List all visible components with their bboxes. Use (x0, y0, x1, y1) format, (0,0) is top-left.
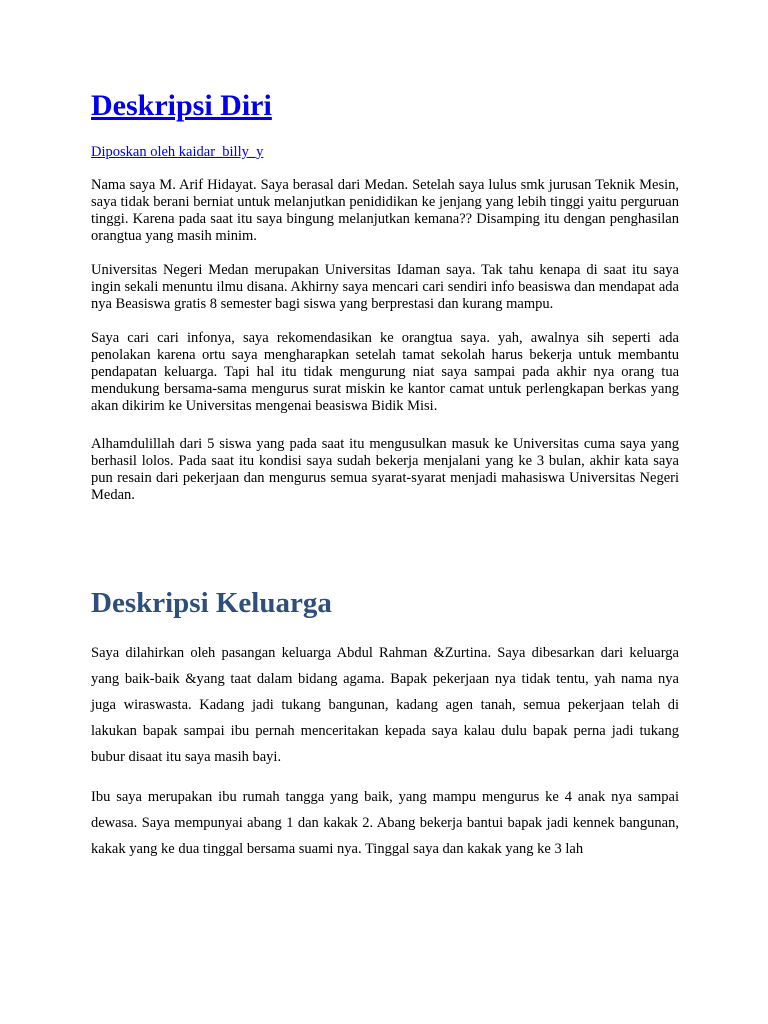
paragraph-5: Saya dilahirkan oleh pasangan keluarga Abdul Rahman &Zurtina. Saya dibesarkan dari keluarga yang baik-baik &yang taat dalam bidang agama. Bapak pekerjaan nya tidak tentu, yah nama nya juga wiraswasta. Kadang jadi tukang bangunan, kadang agen tanah, semua pekerjaan telah di lakukan bapak sampai ibu pernah menceritakan kepada saya kalau dulu bapak perna jadi tukang bubur disaat itu saya masih bayi. (91, 645, 679, 765)
paragraph-4: Alhamdulillah dari 5 siswa yang pada saat itu mengusulkan masuk ke Universitas cuma saya yang berhasil lolos. Pada saat itu kondisi saya sudah bekerja menjalani yang ke 3 bulan, akhir kata saya pun resain dari pekerjaan dan mengurus semua syarat-syarat menjadi mahasiswa Universitas Negeri Medan. (91, 436, 679, 503)
paragraph-1: Nama saya M. Arif Hidayat. Saya berasal dari Medan. Setelah saya lulus smk jurusan Teknik Mesin, saya tidak berani berniat untuk melanjutkan penididikan ke jenjang yang lebih tinggi yaitu perguruan tinggi. Karena pada saat itu saya bingung melanjutkan kemana?? Disamping itu dengan penghasilan orangtua yang masih minim. (91, 177, 679, 244)
paragraph-3: Saya cari cari infonya, saya rekomendasikan ke orangtua saya. yah, awalnya sih seperti ada penolakan karena ortu saya mengharapkan setelah tamat sekolah harus bekerja untuk membantu pendapatan keluarga. Tapi hal itu tidak mengurung niat saya sampai pada akhir nya orang tua mendukung bersama-sama mengurus surat miskin ke kantor camat untuk perlengkapan berkas yang akan dikirim ke Universitas mengenai beasiswa Bidik Misi. (91, 330, 679, 414)
author-byline-link[interactable]: Diposkan oleh kaidar_billy_y (91, 144, 264, 160)
paragraph-2: Universitas Negeri Medan merupakan Universitas Idaman saya. Tak tahu kenapa di saat itu saya ingin sekali menuntu ilmu disana. Akhirny saya mencari cari sendiri info beasiswa dan mendapat ada nya Beasiswa gratis 8 semester bagi siswa yang berprestasi dan kurang mampu. (91, 262, 679, 312)
post-title-link[interactable]: Deskripsi Diri (91, 89, 272, 122)
section-heading-keluarga: Deskripsi Keluarga (91, 587, 332, 619)
paragraph-6: Ibu saya merupakan ibu rumah tangga yang baik, yang mampu mengurus ke 4 anak nya sampai dewasa. Saya mempunyai abang 1 dan kakak 2. Abang bekerja bantui bapak jadi kennek bangunan, kakak yang ke dua tinggal bersama suami nya. Tinggal saya dan kakak yang ke 3 lah (91, 789, 679, 857)
